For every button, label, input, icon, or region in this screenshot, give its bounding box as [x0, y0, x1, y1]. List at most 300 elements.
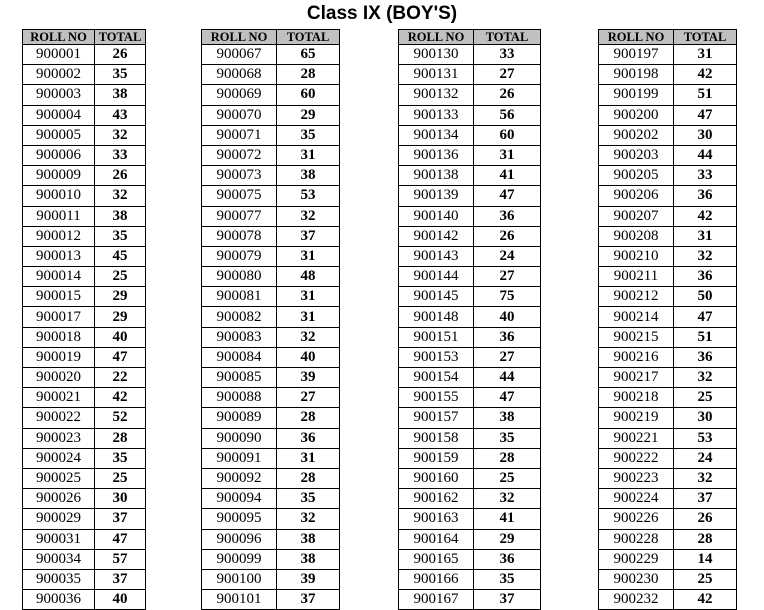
table-row	[23, 509, 146, 529]
table-row	[23, 85, 146, 105]
total-cell: 14	[674, 549, 737, 569]
total-cell: 47	[95, 347, 146, 367]
table-row	[599, 246, 737, 266]
total-cell: 31	[277, 246, 340, 266]
total-cell: 31	[277, 287, 340, 307]
table-row	[202, 287, 340, 307]
roll-no-cell: 900092	[202, 468, 277, 488]
table-row	[202, 388, 340, 408]
roll-no-cell: 900026	[23, 489, 95, 509]
total-cell: 39	[277, 368, 340, 388]
total-header: TOTAL	[674, 30, 737, 45]
table-row	[202, 448, 340, 468]
roll-no-cell: 900134	[399, 125, 474, 145]
table-row	[202, 166, 340, 186]
total-cell: 25	[474, 468, 541, 488]
total-cell: 29	[474, 529, 541, 549]
roll-no-cell: 900089	[202, 408, 277, 428]
table-row	[599, 569, 737, 589]
table-row	[599, 145, 737, 165]
table-row	[202, 347, 340, 367]
table-row	[23, 65, 146, 85]
roll-no-cell: 900024	[23, 448, 95, 468]
total-cell: 35	[474, 428, 541, 448]
roll-no-header: ROLL NO	[202, 30, 277, 45]
total-cell: 50	[674, 287, 737, 307]
total-cell: 42	[95, 388, 146, 408]
table-row	[202, 145, 340, 165]
table-row	[202, 327, 340, 347]
table-row	[599, 388, 737, 408]
table-row	[399, 186, 541, 206]
table-row	[23, 125, 146, 145]
table-row	[202, 489, 340, 509]
roll-no-cell: 900145	[399, 287, 474, 307]
total-cell: 40	[95, 327, 146, 347]
total-cell: 35	[474, 569, 541, 589]
total-cell: 44	[474, 368, 541, 388]
total-cell: 38	[95, 206, 146, 226]
table-row	[23, 267, 146, 287]
roll-no-cell: 900100	[202, 569, 277, 589]
page-title: Class IX (BOY'S)	[306, 3, 458, 24]
table-row	[599, 428, 737, 448]
table-row	[399, 368, 541, 388]
roll-no-cell: 900198	[599, 65, 674, 85]
table-row	[599, 368, 737, 388]
roll-no-cell: 900155	[399, 388, 474, 408]
total-cell: 30	[674, 408, 737, 428]
table-row	[599, 267, 737, 287]
roll-no-cell: 900035	[23, 569, 95, 589]
table-row	[399, 448, 541, 468]
roll-no-cell: 900132	[399, 85, 474, 105]
total-cell: 36	[474, 549, 541, 569]
total-cell: 32	[277, 327, 340, 347]
total-header: TOTAL	[277, 30, 340, 45]
table-row	[399, 388, 541, 408]
roll-no-cell: 900072	[202, 145, 277, 165]
table-row	[399, 569, 541, 589]
roll-no-cell: 900206	[599, 186, 674, 206]
total-cell: 33	[474, 45, 541, 65]
roll-no-cell: 900088	[202, 388, 277, 408]
total-cell: 31	[277, 145, 340, 165]
table-row	[23, 408, 146, 428]
table-row	[23, 529, 146, 549]
total-cell: 53	[277, 186, 340, 206]
roll-no-cell: 900022	[23, 408, 95, 428]
table-row	[599, 468, 737, 488]
roll-no-cell: 900036	[23, 590, 95, 610]
total-cell: 65	[277, 45, 340, 65]
table-row	[399, 45, 541, 65]
table-row	[23, 428, 146, 448]
roll-no-cell: 900162	[399, 489, 474, 509]
table-row	[399, 549, 541, 569]
roll-no-cell: 900096	[202, 529, 277, 549]
roll-no-cell: 900143	[399, 246, 474, 266]
total-cell: 35	[277, 125, 340, 145]
total-header: TOTAL	[474, 30, 541, 45]
total-cell: 28	[277, 468, 340, 488]
roll-no-cell: 900078	[202, 226, 277, 246]
table-row	[23, 368, 146, 388]
total-cell: 44	[674, 145, 737, 165]
table-row	[599, 125, 737, 145]
table-row	[23, 105, 146, 125]
roll-no-cell: 900070	[202, 105, 277, 125]
table-row	[599, 186, 737, 206]
table-row	[202, 267, 340, 287]
roll-no-cell: 900157	[399, 408, 474, 428]
roll-no-cell: 900139	[399, 186, 474, 206]
table-row	[399, 226, 541, 246]
table-row	[599, 448, 737, 468]
table-row	[23, 347, 146, 367]
table-row	[399, 166, 541, 186]
total-cell: 53	[674, 428, 737, 448]
roll-no-cell: 900148	[399, 307, 474, 327]
total-cell: 29	[277, 105, 340, 125]
roll-no-cell: 900084	[202, 347, 277, 367]
roll-no-cell: 900203	[599, 145, 674, 165]
roll-no-cell: 900160	[399, 468, 474, 488]
table-row	[599, 509, 737, 529]
roll-no-cell: 900159	[399, 448, 474, 468]
roll-no-cell: 900011	[23, 206, 95, 226]
total-cell: 51	[674, 85, 737, 105]
total-cell: 35	[277, 489, 340, 509]
total-cell: 31	[674, 45, 737, 65]
total-header: TOTAL	[95, 30, 146, 45]
roll-no-cell: 900202	[599, 125, 674, 145]
total-cell: 24	[474, 246, 541, 266]
roll-no-cell: 900014	[23, 267, 95, 287]
total-cell: 36	[674, 267, 737, 287]
table-row	[399, 468, 541, 488]
table-row	[23, 327, 146, 347]
table-row	[599, 287, 737, 307]
roll-no-cell: 900083	[202, 327, 277, 347]
table-row	[399, 145, 541, 165]
roll-no-cell: 900012	[23, 226, 95, 246]
table-row	[599, 590, 737, 610]
roll-no-cell: 900212	[599, 287, 674, 307]
roll-no-cell: 900025	[23, 468, 95, 488]
total-cell: 32	[674, 368, 737, 388]
roll-no-cell: 900199	[599, 85, 674, 105]
total-cell: 47	[474, 186, 541, 206]
roll-no-cell: 900081	[202, 287, 277, 307]
table-row	[23, 206, 146, 226]
total-cell: 27	[474, 347, 541, 367]
roll-no-cell: 900082	[202, 307, 277, 327]
table-row	[23, 489, 146, 509]
table-row	[599, 45, 737, 65]
total-cell: 27	[474, 267, 541, 287]
total-cell: 36	[474, 327, 541, 347]
roll-no-cell: 900221	[599, 428, 674, 448]
table-row	[399, 65, 541, 85]
roll-no-cell: 900144	[399, 267, 474, 287]
roll-no-cell: 900215	[599, 327, 674, 347]
roll-no-cell: 900075	[202, 186, 277, 206]
total-cell: 29	[95, 287, 146, 307]
table-row	[599, 206, 737, 226]
total-cell: 26	[474, 226, 541, 246]
roll-no-cell: 900085	[202, 368, 277, 388]
total-cell: 33	[674, 166, 737, 186]
total-cell: 60	[474, 125, 541, 145]
total-cell: 35	[95, 448, 146, 468]
roll-no-cell: 900211	[599, 267, 674, 287]
total-cell: 75	[474, 287, 541, 307]
table-row	[202, 206, 340, 226]
roll-no-cell: 900226	[599, 509, 674, 529]
roll-no-cell: 900073	[202, 166, 277, 186]
results-table-2	[201, 29, 340, 610]
roll-no-header: ROLL NO	[399, 30, 474, 45]
table-row	[23, 388, 146, 408]
total-cell: 47	[674, 105, 737, 125]
roll-no-cell: 900090	[202, 428, 277, 448]
table-row	[202, 105, 340, 125]
total-cell: 31	[277, 307, 340, 327]
total-cell: 56	[474, 105, 541, 125]
total-cell: 60	[277, 85, 340, 105]
roll-no-cell: 900223	[599, 468, 674, 488]
total-cell: 30	[674, 125, 737, 145]
roll-no-cell: 900166	[399, 569, 474, 589]
table-row	[599, 307, 737, 327]
table-row	[23, 569, 146, 589]
roll-no-cell: 900018	[23, 327, 95, 347]
roll-no-cell: 900003	[23, 85, 95, 105]
table-row	[599, 529, 737, 549]
table-row	[399, 267, 541, 287]
table-row	[23, 166, 146, 186]
roll-no-cell: 900200	[599, 105, 674, 125]
total-cell: 32	[277, 206, 340, 226]
table-row	[599, 85, 737, 105]
table-row	[599, 105, 737, 125]
roll-no-cell: 900071	[202, 125, 277, 145]
roll-no-cell: 900015	[23, 287, 95, 307]
roll-no-cell: 900138	[399, 166, 474, 186]
total-cell: 35	[95, 65, 146, 85]
table-row	[202, 569, 340, 589]
roll-no-cell: 900218	[599, 388, 674, 408]
total-cell: 52	[95, 408, 146, 428]
table-row	[23, 448, 146, 468]
table-row	[202, 226, 340, 246]
roll-no-cell: 900034	[23, 549, 95, 569]
roll-no-cell: 900205	[599, 166, 674, 186]
total-cell: 47	[674, 307, 737, 327]
total-cell: 32	[95, 186, 146, 206]
roll-no-cell: 900002	[23, 65, 95, 85]
table-row	[399, 529, 541, 549]
total-cell: 40	[95, 590, 146, 610]
roll-no-cell: 900001	[23, 45, 95, 65]
table-row	[23, 145, 146, 165]
total-cell: 42	[674, 206, 737, 226]
roll-no-cell: 900009	[23, 166, 95, 186]
roll-no-cell: 900222	[599, 448, 674, 468]
total-cell: 32	[674, 246, 737, 266]
table-row	[599, 549, 737, 569]
table-row	[202, 408, 340, 428]
total-cell: 30	[95, 489, 146, 509]
table-row	[399, 509, 541, 529]
table-row	[399, 327, 541, 347]
total-cell: 37	[674, 489, 737, 509]
total-cell: 26	[95, 166, 146, 186]
total-cell: 26	[474, 85, 541, 105]
total-cell: 33	[95, 145, 146, 165]
total-cell: 32	[277, 509, 340, 529]
roll-no-cell: 900230	[599, 569, 674, 589]
table-row	[23, 226, 146, 246]
table-row	[599, 166, 737, 186]
total-cell: 31	[674, 226, 737, 246]
roll-no-cell: 900164	[399, 529, 474, 549]
total-cell: 26	[674, 509, 737, 529]
table-row	[599, 408, 737, 428]
roll-no-cell: 900005	[23, 125, 95, 145]
table-row	[399, 105, 541, 125]
table-row	[202, 186, 340, 206]
roll-no-cell: 900151	[399, 327, 474, 347]
total-cell: 25	[95, 267, 146, 287]
total-cell: 37	[95, 569, 146, 589]
roll-no-cell: 900133	[399, 105, 474, 125]
table-row	[599, 489, 737, 509]
roll-no-cell: 900210	[599, 246, 674, 266]
table-row	[202, 428, 340, 448]
table-row	[399, 408, 541, 428]
roll-no-cell: 900017	[23, 307, 95, 327]
roll-no-cell: 900158	[399, 428, 474, 448]
total-cell: 32	[95, 125, 146, 145]
table-row	[599, 65, 737, 85]
roll-no-cell: 900095	[202, 509, 277, 529]
table-row	[23, 287, 146, 307]
table-row	[399, 347, 541, 367]
table-row	[399, 246, 541, 266]
total-cell: 39	[277, 569, 340, 589]
total-cell: 36	[674, 186, 737, 206]
roll-no-cell: 900154	[399, 368, 474, 388]
roll-no-cell: 900013	[23, 246, 95, 266]
table-row	[599, 347, 737, 367]
total-cell: 38	[277, 529, 340, 549]
table-row	[202, 85, 340, 105]
total-cell: 28	[474, 448, 541, 468]
table-row	[399, 428, 541, 448]
total-cell: 32	[474, 489, 541, 509]
total-cell: 28	[277, 408, 340, 428]
roll-no-cell: 900023	[23, 428, 95, 448]
roll-no-cell: 900010	[23, 186, 95, 206]
table-row	[399, 590, 541, 610]
total-cell: 37	[277, 590, 340, 610]
roll-no-cell: 900020	[23, 368, 95, 388]
total-cell: 41	[474, 509, 541, 529]
total-cell: 37	[95, 509, 146, 529]
table-row	[202, 45, 340, 65]
roll-no-header: ROLL NO	[23, 30, 95, 45]
roll-no-cell: 900079	[202, 246, 277, 266]
roll-no-cell: 900153	[399, 347, 474, 367]
total-cell: 57	[95, 549, 146, 569]
total-cell: 28	[674, 529, 737, 549]
roll-no-cell: 900101	[202, 590, 277, 610]
roll-no-cell: 900232	[599, 590, 674, 610]
total-cell: 40	[474, 307, 541, 327]
total-cell: 32	[674, 468, 737, 488]
roll-no-cell: 900069	[202, 85, 277, 105]
roll-no-cell: 900207	[599, 206, 674, 226]
roll-no-cell: 900136	[399, 145, 474, 165]
results-table-4	[598, 29, 737, 610]
table-row	[399, 85, 541, 105]
table-row	[399, 287, 541, 307]
total-cell: 38	[277, 166, 340, 186]
roll-no-cell: 900029	[23, 509, 95, 529]
total-cell: 41	[474, 166, 541, 186]
total-cell: 47	[474, 388, 541, 408]
table-row	[399, 206, 541, 226]
roll-no-cell: 900140	[399, 206, 474, 226]
table-row	[202, 307, 340, 327]
roll-no-cell: 900228	[599, 529, 674, 549]
roll-no-cell: 900004	[23, 105, 95, 125]
table-row	[23, 246, 146, 266]
roll-no-cell: 900131	[399, 65, 474, 85]
table-row	[599, 226, 737, 246]
total-cell: 42	[674, 65, 737, 85]
total-cell: 31	[474, 145, 541, 165]
roll-no-cell: 900130	[399, 45, 474, 65]
roll-no-cell: 900214	[599, 307, 674, 327]
total-cell: 22	[95, 368, 146, 388]
total-cell: 36	[277, 428, 340, 448]
roll-no-cell: 900216	[599, 347, 674, 367]
total-cell: 42	[674, 590, 737, 610]
total-cell: 27	[277, 388, 340, 408]
roll-no-cell: 900219	[599, 408, 674, 428]
total-cell: 35	[95, 226, 146, 246]
total-cell: 31	[277, 448, 340, 468]
total-cell: 37	[474, 590, 541, 610]
total-cell: 37	[277, 226, 340, 246]
roll-no-cell: 900019	[23, 347, 95, 367]
table-row	[399, 307, 541, 327]
roll-no-cell: 900217	[599, 368, 674, 388]
roll-no-cell: 900031	[23, 529, 95, 549]
table-row	[23, 468, 146, 488]
roll-no-cell: 900067	[202, 45, 277, 65]
roll-no-cell: 900068	[202, 65, 277, 85]
total-cell: 43	[95, 105, 146, 125]
table-row	[23, 186, 146, 206]
roll-no-header: ROLL NO	[599, 30, 674, 45]
total-cell: 38	[474, 408, 541, 428]
roll-no-cell: 900208	[599, 226, 674, 246]
roll-no-cell: 900163	[399, 509, 474, 529]
